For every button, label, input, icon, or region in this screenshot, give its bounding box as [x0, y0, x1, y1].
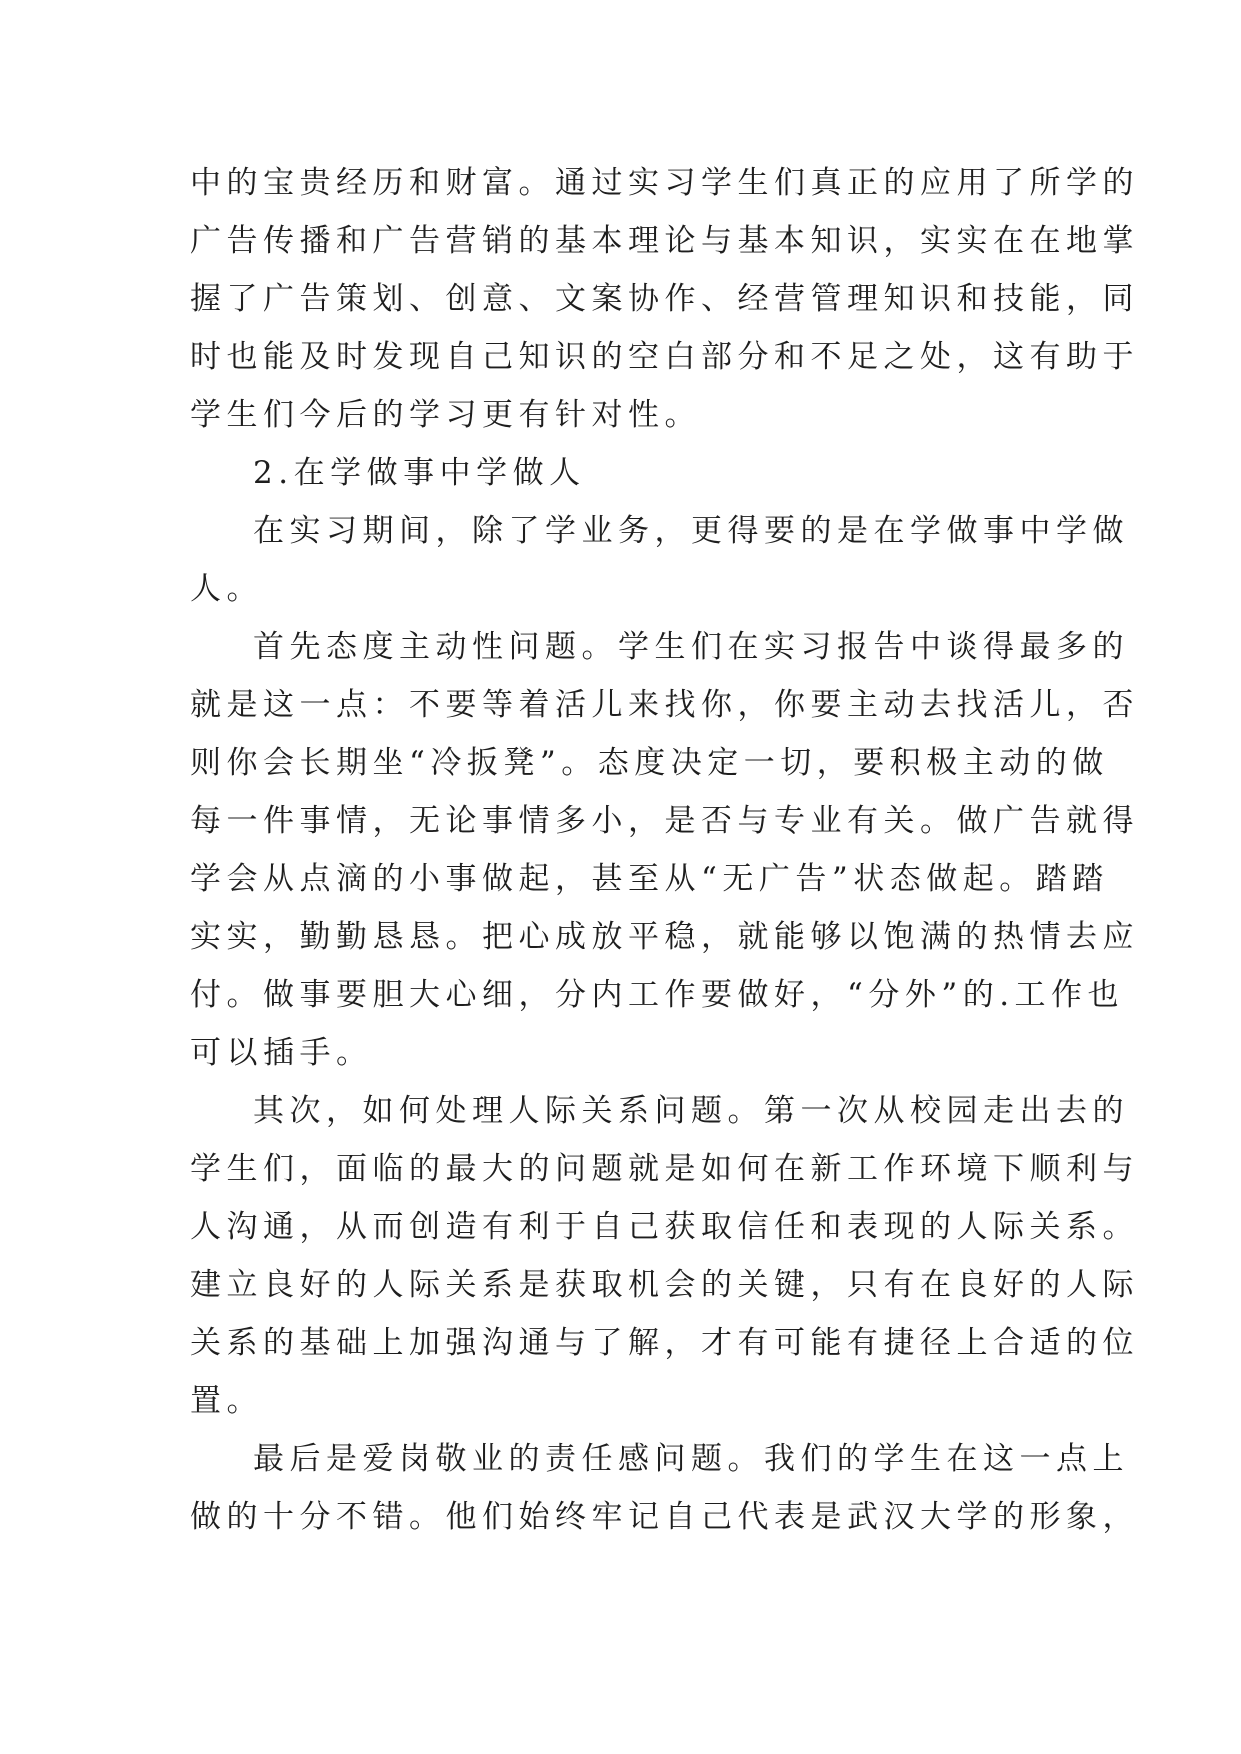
text-line: 关系的基础上加强沟通与了解，才有可能有捷径上合适的位 — [190, 1325, 1139, 1361]
text-line: 时也能及时发现自己知识的空白部分和不足之处，这有助于 — [190, 339, 1139, 375]
text-line: 学生们今后的学习更有针对性。 — [190, 397, 701, 433]
text-line: 建立良好的人际关系是获取机会的关键，只有在良好的人际 — [190, 1267, 1139, 1303]
text-line: 首先态度主动性问题。学生们在实习报告中谈得最多的 — [253, 629, 1129, 665]
text-line: 置。 — [190, 1383, 263, 1419]
text-line: 学生们，面临的最大的问题就是如何在新工作环境下顺利与 — [190, 1151, 1139, 1187]
text-line: 最后是爱岗敬业的责任感问题。我们的学生在这一点上 — [253, 1441, 1129, 1477]
text-line: 广告传播和广告营销的基本理论与基本知识，实实在在地掌 — [190, 223, 1139, 259]
text-line: 做的十分不错。他们始终牢记自己代表是武汉大学的形象， — [190, 1499, 1139, 1535]
text-line: 握了广告策划、创意、文案协作、经营管理知识和技能，同 — [190, 281, 1139, 317]
text-line: 可以插手。 — [190, 1035, 373, 1071]
text-line: 实实，勤勤恳恳。把心成放平稳，就能够以饱满的热情去应 — [190, 919, 1139, 955]
text-line: 在实习期间，除了学业务，更得要的是在学做事中学做 — [253, 513, 1129, 549]
text-line: 其次，如何处理人际关系问题。第一次从校园走出去的 — [253, 1093, 1129, 1129]
text-line: 人。 — [190, 571, 263, 607]
text-line: 付。做事要胆大心细，分内工作要做好，“分外”的.工作也 — [190, 977, 1125, 1013]
section-heading: 2.在学做事中学做人 — [253, 455, 586, 491]
text-line: 每一件事情，无论事情多小，是否与专业有关。做广告就得 — [190, 803, 1139, 839]
text-line: 学会从点滴的小事做起，甚至从“无广告”状态做起。踏踏 — [190, 861, 1109, 897]
text-line: 则你会长期坐“冷扳凳”。态度决定一切，要积极主动的做 — [190, 745, 1109, 781]
text-line: 中的宝贵经历和财富。通过实习学生们真正的应用了所学的 — [190, 165, 1139, 201]
text-line: 就是这一点：不要等着活儿来找你，你要主动去找活儿，否 — [190, 687, 1139, 723]
text-line: 人沟通，从而创造有利于自己获取信任和表现的人际关系。 — [190, 1209, 1139, 1245]
